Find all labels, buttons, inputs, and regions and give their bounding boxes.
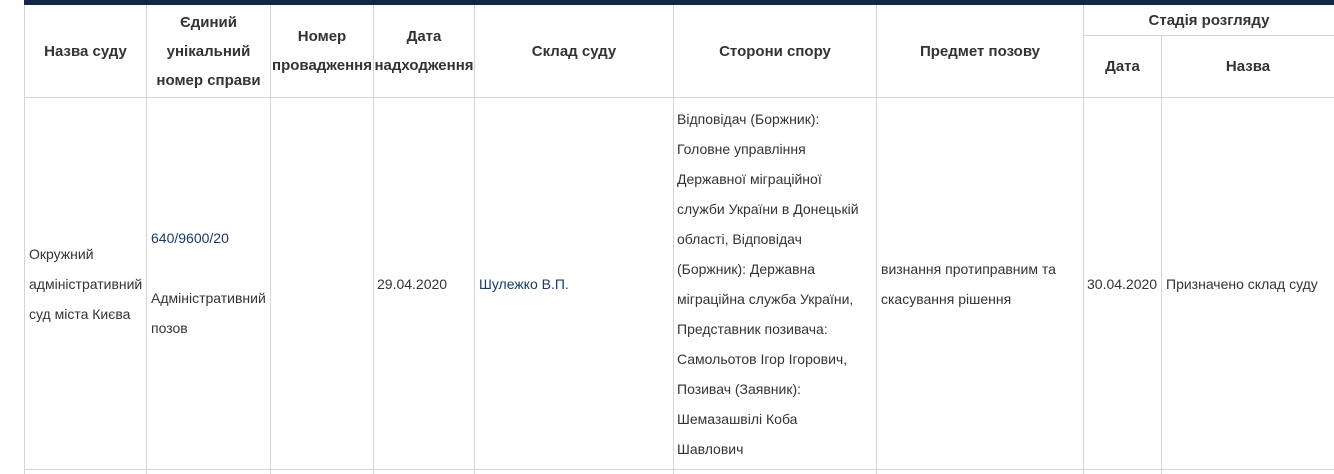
subject-cell bbox=[881, 98, 1083, 469]
judge-link[interactable]: Шулежко В.П. bbox=[479, 275, 569, 292]
header-case-number[interactable] bbox=[147, 5, 270, 97]
stage-date-cell: 30.04.2020 bbox=[1087, 275, 1158, 292]
stage-name-cell: Призначено склад суду bbox=[1166, 275, 1318, 292]
header-date-line-2: надходження bbox=[374, 57, 474, 74]
header-date-line-1: Дата bbox=[406, 28, 442, 45]
header-case-number-line-2: унікальний bbox=[166, 42, 251, 60]
header-case-number-line-3: номер справи bbox=[156, 71, 261, 89]
header-subject[interactable]: Предмет позову bbox=[919, 42, 1041, 60]
header-proceeding-number[interactable] bbox=[271, 5, 373, 97]
proceeding-number-cell bbox=[276, 98, 373, 469]
header-proceeding-line-1: Номер bbox=[297, 28, 347, 45]
date-received-cell: 29.04.2020 bbox=[377, 275, 448, 292]
case-info bbox=[151, 98, 270, 469]
court-cell bbox=[29, 98, 146, 469]
case-cell bbox=[151, 98, 270, 469]
header-stage-date[interactable]: Дата bbox=[1105, 58, 1140, 75]
header-parties[interactable]: Сторони спору bbox=[719, 42, 831, 60]
court-name: Окружний адміністративний суд міста Києва bbox=[29, 245, 143, 322]
case-type: Адміністративний позов bbox=[151, 290, 266, 336]
header-stage-group: Стадія розгляду bbox=[1148, 11, 1270, 29]
header-judges[interactable]: Склад суду bbox=[531, 42, 617, 60]
header-proceeding-line-2: провадження bbox=[272, 57, 372, 74]
judges-cell bbox=[479, 98, 673, 469]
header-court[interactable]: Назва суду bbox=[44, 42, 127, 60]
parties-cell bbox=[677, 98, 876, 469]
parties-text: Відповідач (Боржник): Головне управління Державної міграційної служби України в Донецькій області, Відповідач (Боржник): Державна міграційна служба України, Представник позивача: Самольотов Ігор Ігорович, Позивач (Заявник): Шемазашвілі Коба Шавлович bbox=[677, 110, 859, 457]
header-date-received[interactable] bbox=[374, 5, 474, 97]
subject-text: визнання протиправним та скасування рішення bbox=[881, 260, 1056, 307]
case-number-link[interactable]: 640/9600/20 bbox=[151, 230, 229, 246]
header-case-number-line-1: Єдиний bbox=[180, 13, 237, 31]
header-stage-name[interactable]: Назва bbox=[1225, 58, 1271, 75]
